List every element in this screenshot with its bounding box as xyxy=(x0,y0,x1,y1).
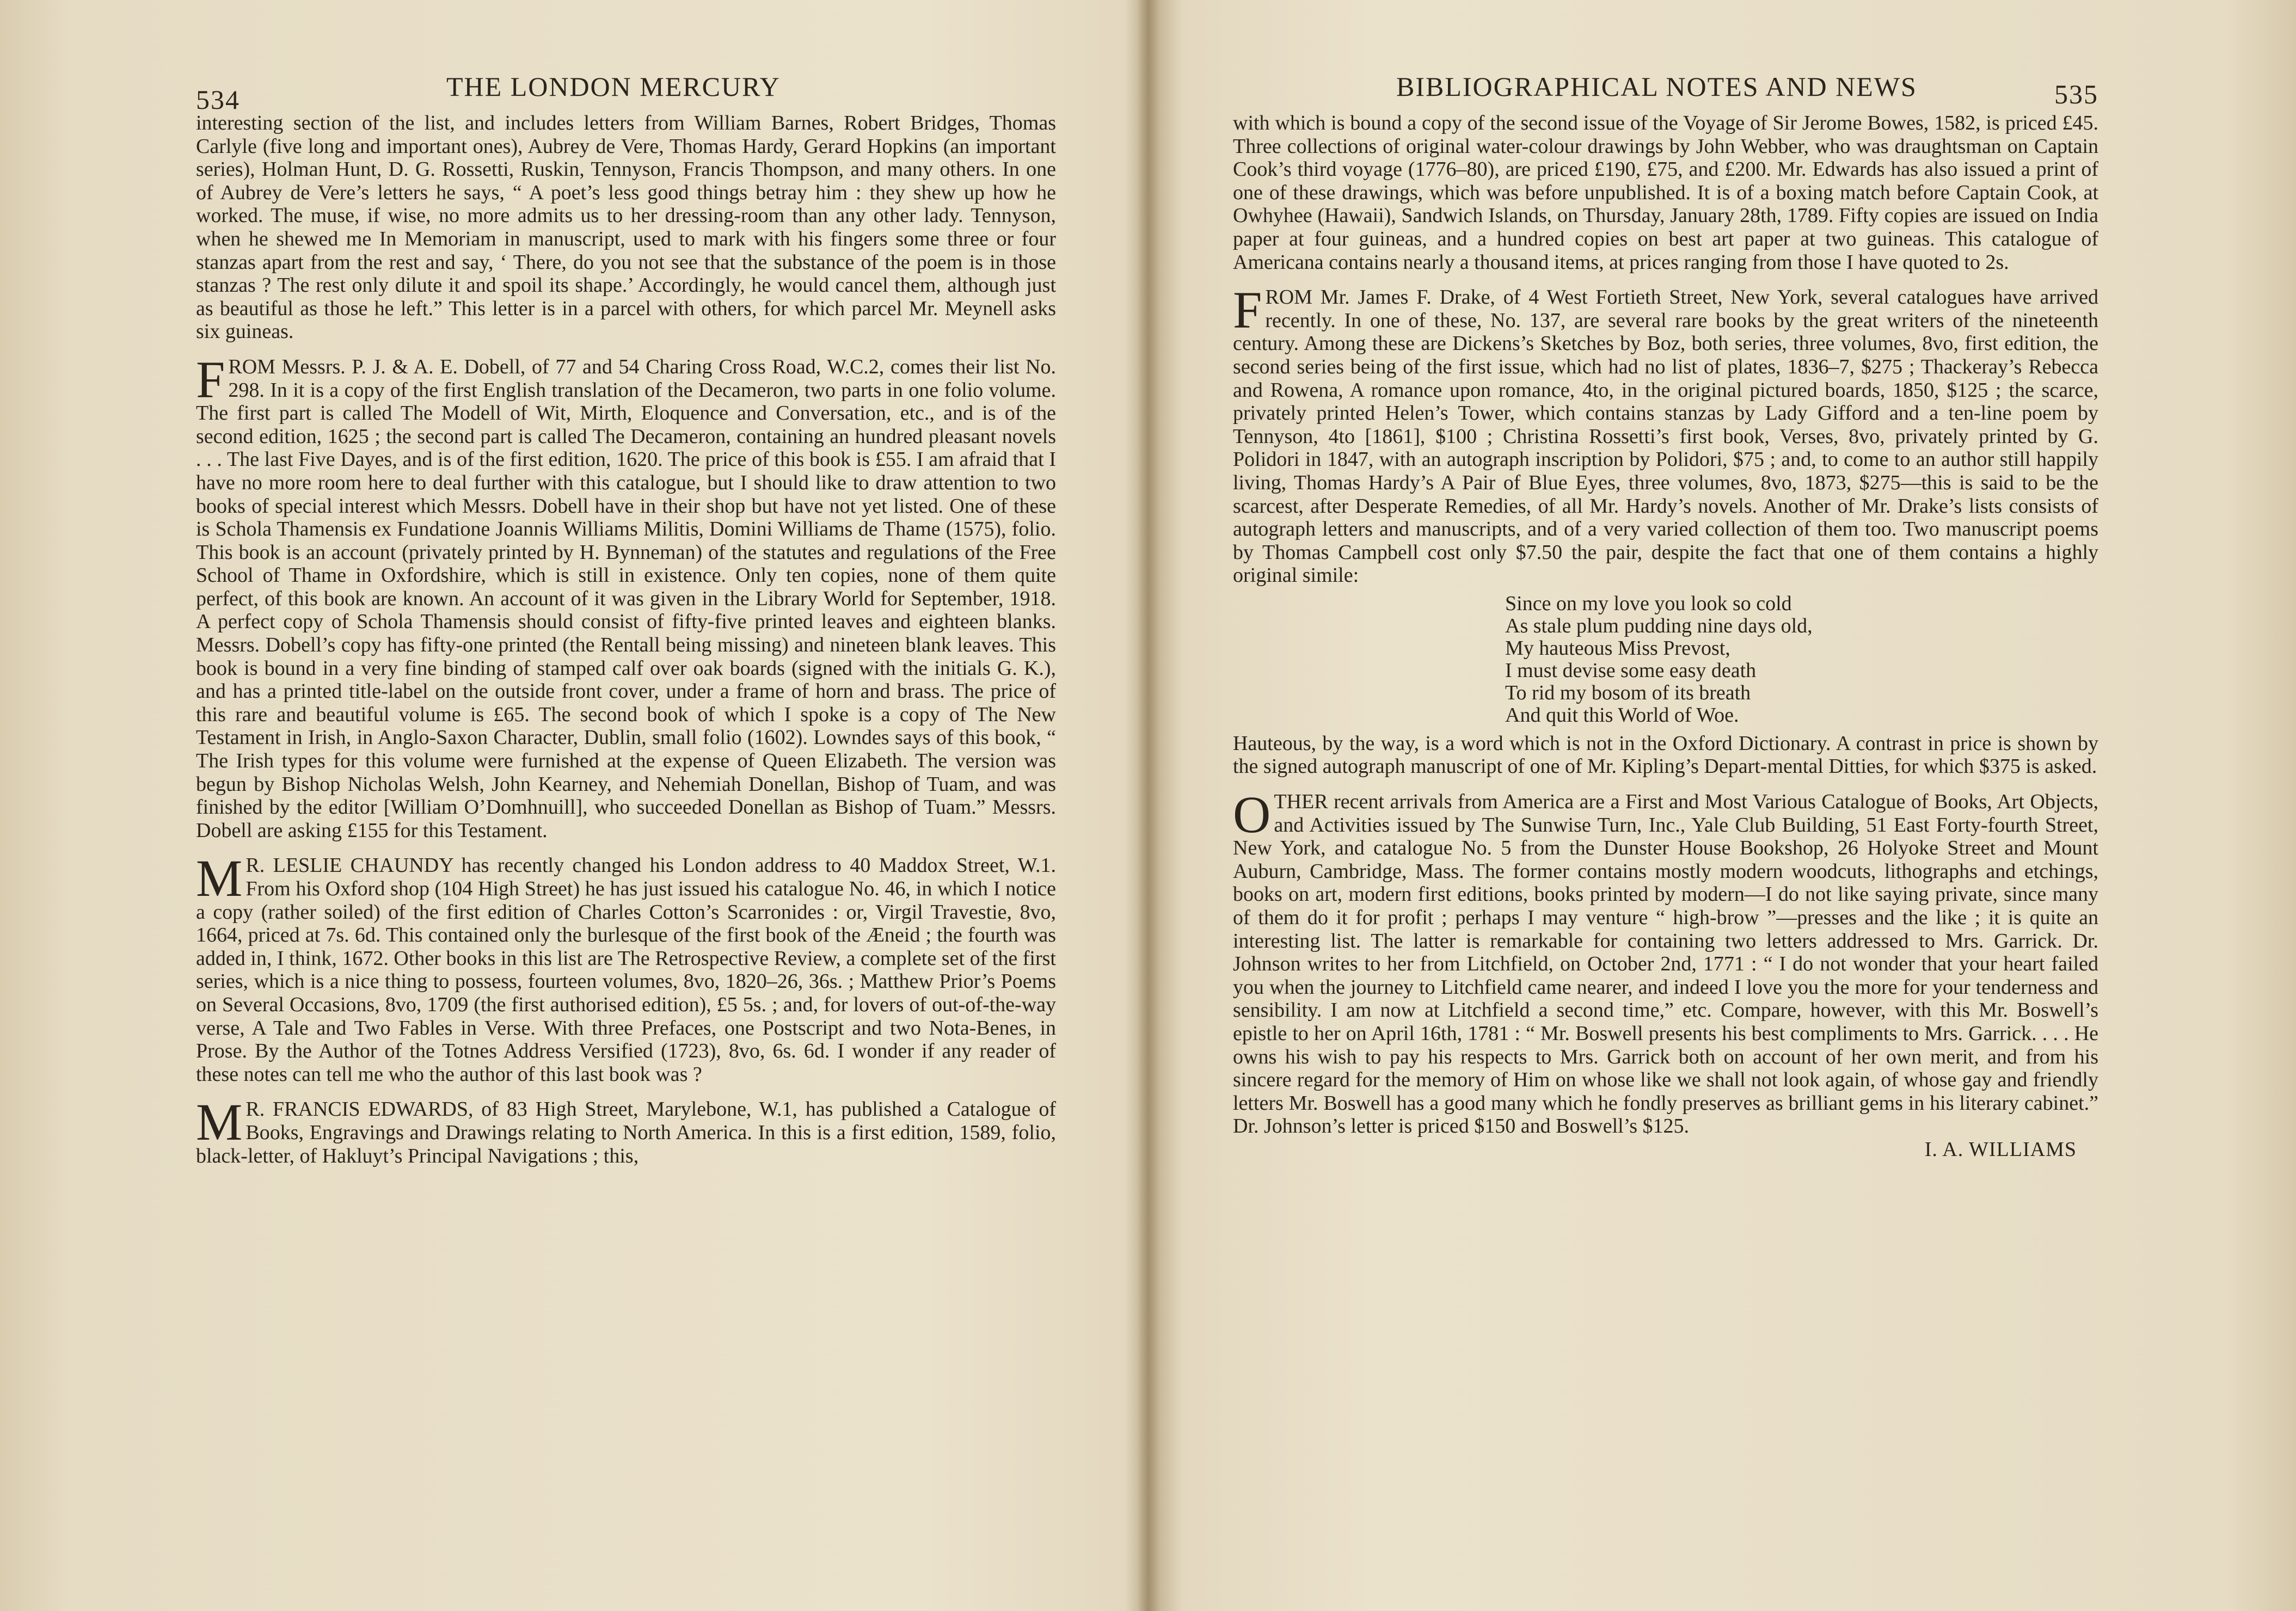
paragraph xyxy=(196,350,1056,842)
poem-line: Since on my love you look so cold xyxy=(1505,592,1792,615)
paragraph xyxy=(196,1093,1056,1167)
paragraph-text: THER recent arrivals from America are a First and Most Various Catalogue of Books, Art Objects, and Activities issued by The Sunwise Turn, Inc., Yale Club Building, 51 East Forty-fourth Street, New York, and catalogue No. 5 from the Dunster House Bookshop, 26 Holyoke Street and Mount Auburn, Cambridge, Mass. The former contains mostly modern woodcuts, lithographs and etchings, books on art, modern first editions, books printed by modern—I do not like saying private, since many of them do it for profit ; perhaps I may venture “ high-brow ”—presses and the like ; it is quite an interesting list. The latter is remarkable for containing two letters addressed to Mrs. Garrick. Dr. Johnson writes to her from Litchfield, on October 2nd, 1771 : “ I do not wonder that your heart failed you when the journey to Litchfield came nearer, and indeed I love you the more for your tenderness and sensibility. I am now at Litchfield a second time,” etc. Compare, however, with this Mr. Boswell’s epistle to her on April 16th, 1781 : “ Mr. Boswell presents his best compliments to Mrs. Garrick. . . . He owns his wish to pay his respects to Mrs. Garrick both on account of her own merit, and from his sincere regard for the memory of Him on whose like we shall not look again, of whose gay and friendly letters Mr. Boswell has a good many which he fondly preserves as brilliant gems in his literary cabinet.” Dr. Johnson’s letter is priced $150 and Boswell’s $125. xyxy=(1233,790,2098,1138)
poem-line: To rid my bosom of its breath xyxy=(1505,681,1751,704)
author-signature: I. A. WILLIAMS xyxy=(1924,1137,2077,1161)
poem xyxy=(1505,593,2098,727)
paragraph: with which is bound a copy of the second issue of the Voyage of Sir Jerome Bowes, 1582, is priced £45. Three collections of original water-colour drawings by John Webber, who was draughtsman on Captain Cook’s third voyage (1776–80), are priced £190, £75, and £200. Mr. Edwards has also issued a print of one of these drawings, which was before unpublished. It is of a boxing match before Captain Cook, at Owhyhee (Hawaii), Sandwich Islands, on Thursday, January 28th, 1789. Fifty copies are issued on India paper at four guineas, and a hundred copies on best art paper at two guineas. This catalogue of Americana contains nearly a thousand items, at prices ranging from those I have quoted to 2s. xyxy=(1233,112,2098,274)
drop-cap: F xyxy=(1233,281,1262,340)
right-page xyxy=(1233,0,2098,1611)
left-running-title: THE LONDON MERCURY xyxy=(446,71,781,102)
drop-cap: M xyxy=(196,849,243,908)
poem-line: And quit this World of Woe. xyxy=(1505,703,1739,727)
left-page xyxy=(196,0,1056,1611)
paragraph: Hauteous, by the way, is a word which is not in the Oxford Dictionary. A contrast in price is shown by the signed autograph manuscript of one of Mr. Kipling’s Depart-mental Ditties, for which $375 is asked. xyxy=(1233,731,2098,778)
poem-line: I must devise some easy death xyxy=(1505,659,1757,682)
poem-line: As stale plum pudding nine days old, xyxy=(1505,614,1813,637)
left-page-number: 534 xyxy=(196,84,240,115)
paragraph-text: ROM Messrs. P. J. & A. E. Dobell, of 77 and 54 Charing Cross Road, W.C.2, comes their list No. 298. In it is a copy of the first English translation of the Decameron, two parts in one folio volume. The first part is called The Modell of Wit, Mirth, Eloquence and Conversation, etc., and is of the second edition, 1625 ; the second part is called The Decameron, containing an hundred pleasant novels . . . The last Five Dayes, and is of the first edition, 1620. The price of this book is £55. I am afraid that I have no more room here to deal further with this catalogue, but I should like to draw attention to two books of special interest which Messrs. Dobell have in their shop but have not yet listed. One of these is Schola Thamensis ex Fundatione Joannis Williams Militis, Domini Williams de Thame (1575), folio. This book is an account (privately printed by H. Bynneman) of the statutes and regulations of the Free School of Thame in Oxfordshire, which is still in existence. Only ten copies, none of them quite perfect, of this book are known. An account of it was given in the Library World for September, 1918. A perfect copy of Schola Thamensis should consist of fifty-five printed leaves and eighteen blanks. Messrs. Dobell’s copy has fifty-one printed (the Rentall being missing) and nineteen blank leaves. This book is bound in a very fine binding of stamped calf over oak boards (signed with the initials G. K.), and has a printed title-label on the outside front cover, under a frame of horn and brass. The price of this rare and beautiful volume is £65. The second book of which I spoke is a copy of The New Testament in Irish, in Anglo-Saxon Character, Dublin, small folio (1602). Lowndes says of this book, “ The Irish types for this volume were furnished at the expense of Queen Elizabeth. The version was begun by Bishop Nicholas Welsh, John Kearney, and Nehemiah Donellan, Bishop of Tuam, and was finished by the editor [William O’Domhnuill], who succeeded Donellan as Bishop of Tuam.” Messrs. Dobell are asking £155 for this Testament. xyxy=(196,355,1056,842)
paragraph xyxy=(1233,785,2098,1138)
right-running-title: BIBLIOGRAPHICAL NOTES AND NEWS xyxy=(1396,71,1917,102)
right-running-head xyxy=(1233,64,2098,108)
paragraph: interesting section of the list, and includes letters from William Barnes, Robert Bridges, Thomas Carlyle (five long and important ones), Aubrey de Vere, Thomas Hardy, Gerard Hopkins (an important series), Holman Hunt, D. G. Rossetti, Ruskin, Tennyson, Francis Thompson, and many others. In one of Aubrey de Vere’s letters he says, “ A poet’s less good things betray him : they shew up how he worked. The muse, if wise, no more admits us to her dressing-room than any other lady. Tennyson, when he shewed me In Memoriam in manuscript, used to mark with his fingers some three or four stanzas apart from the rest and say, ‘ There, do you not see that the substance of the poem is in those stanzas ? The rest only dilute it and spoil its shape.’ Accordingly, he would cancel them, although just as beautiful as those he left.” This letter is in a parcel with others, for which parcel Mr. Meynell asks six guineas. xyxy=(196,112,1056,343)
drop-cap: M xyxy=(196,1093,243,1152)
drop-cap: O xyxy=(1233,785,1271,844)
paragraph-text: R. FRANCIS EDWARDS, of 83 High Street, Marylebone, W.1, has published a Catalogue of Books, Engravings and Drawings relating to North America. In this is a first edition, 1589, folio, black-letter, of Hakluyt’s Principal Navigations ; this, xyxy=(196,1098,1056,1167)
left-body-text xyxy=(196,112,1056,1167)
left-running-head xyxy=(196,64,1056,115)
drop-cap: F xyxy=(196,350,225,409)
right-page-number: 535 xyxy=(2054,79,2098,109)
poem-line: My hauteous Miss Prevost, xyxy=(1505,636,1730,660)
right-body-text xyxy=(1233,112,2098,1161)
paragraph-text: ROM Mr. James F. Drake, of 4 West Fortieth Street, New York, several catalogues have arrived recently. In one of these, No. 137, are several rare books by the great writers of the nineteenth century. Among these are Dickens’s Sketches by Boz, both series, three volumes, 8vo, first edition, the second series being of the first issue, which had no list of plates, 1836–7, $275 ; Thackeray’s Rebecca and Rowena, A romance upon romance, 4to, in the original pictured boards, 1850, $125 ; the scarce, privately printed Helen’s Tower, which contains stanzas by Lady Gifford and a ten-line poem by Tennyson, 4to [1861], $100 ; Christina Rossetti’s first book, Verses, 8vo, privately printed by G. Polidori in 1847, with an autograph inscription by Polidori, $75 ; and, to come to an author still happily living, Thomas Hardy’s A Pair of Blue Eyes, three volumes, 8vo, 1873, $275—this is said to be the scarcest, after Desperate Remedies, of all Mr. Hardy’s novels. Another of Mr. Drake’s lists consists of autograph letters and manuscripts, and of a very varied collection of them too. Two manuscript poems by Thomas Campbell cost only $7.50 the pair, despite the fact that one of them contains a highly original simile: xyxy=(1233,286,2098,587)
book-gutter xyxy=(1138,0,1159,1611)
paragraph xyxy=(196,849,1056,1086)
paragraph xyxy=(1233,281,2098,587)
paragraph-text: R. LESLIE CHAUNDY has recently changed his London address to 40 Maddox Street, W.1. From his Oxford shop (104 High Street) he has just issued his catalogue No. 46, in which I notice a copy (rather soiled) of the first edition of Charles Cotton’s Scarronides : or, Virgil Travestie, 8vo, 1664, priced at 7s. 6d. This contained only the burlesque of the first book of the Æneid ; the fourth was added in, I think, 1672. Other books in this list are The Retrospective Review, a complete set of the first series, which is a nice thing to possess, fourteen volumes, 8vo, 1820–26, 36s. ; Matthew Prior’s Poems on Several Occasions, 8vo, 1709 (the first authorised edition), £5 5s. ; and, for lovers of out-of-the-way verse, A Tale and Two Fables in Verse. With three Prefaces, one Postscript and two Nota-Benes, in Prose. By the Author of the Totnes Address Versified (1723), 8vo, 6s. 6d. I wonder if any reader of these notes can tell me who the author of this last book was ? xyxy=(196,854,1056,1086)
